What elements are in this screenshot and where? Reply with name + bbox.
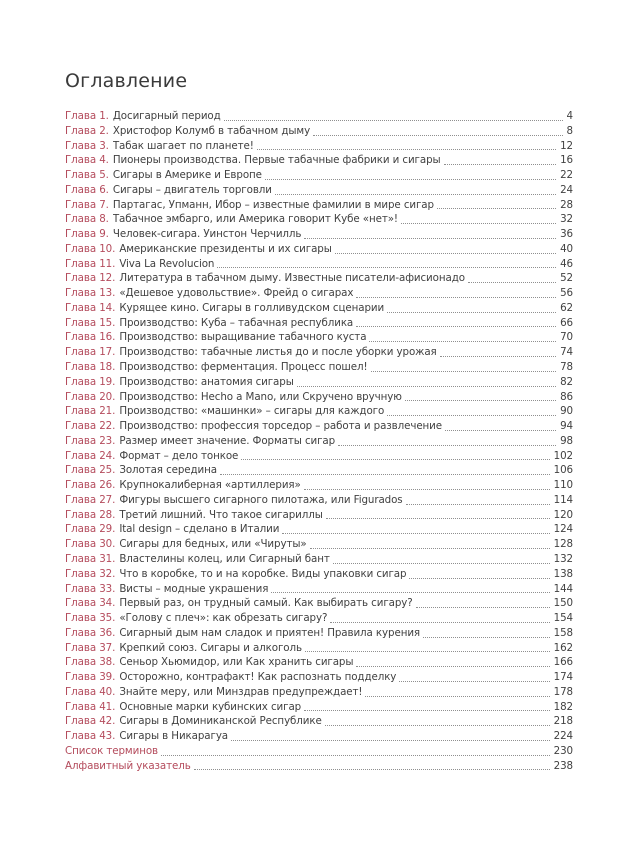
entry-title: Третий лишний. Что такое сигариллы xyxy=(119,508,323,521)
page-number: 154 xyxy=(553,612,573,625)
page-number: 124 xyxy=(553,523,573,536)
dot-leader xyxy=(282,533,549,534)
chapter-label: Глава 42. xyxy=(65,715,116,728)
page-number: 182 xyxy=(553,700,573,713)
page-number: 94 xyxy=(560,420,573,433)
chapter-label: Глава 43. xyxy=(65,730,116,743)
page-number: 70 xyxy=(560,331,573,344)
page-number: 106 xyxy=(553,464,573,477)
chapter-label: Глава 40. xyxy=(65,685,116,698)
toc-entry[interactable] xyxy=(65,641,573,656)
entry-title: Пионеры производства. Первые табачные фабрики и сигары xyxy=(112,154,441,167)
chapter-label: Глава 15. xyxy=(65,316,116,329)
chapter-label: Глава 14. xyxy=(65,301,116,314)
toc-entry[interactable] xyxy=(65,139,573,154)
toc-entry[interactable] xyxy=(65,670,573,685)
entry-title: Досигарный период xyxy=(112,110,221,122)
toc-entry[interactable] xyxy=(65,390,573,405)
toc-entry[interactable] xyxy=(65,714,573,729)
toc-entry[interactable] xyxy=(65,493,573,508)
chapter-label: Глава 24. xyxy=(65,449,116,462)
dot-leader xyxy=(445,430,556,431)
toc-entry[interactable] xyxy=(65,567,573,582)
dot-leader xyxy=(271,592,549,593)
chapter-label: Глава 7. xyxy=(65,198,109,211)
chapter-label: Глава 13. xyxy=(65,287,116,300)
entry-title: Сигары в Никарагуа xyxy=(119,730,229,743)
toc-entry[interactable] xyxy=(65,109,573,124)
dot-leader xyxy=(406,504,550,505)
toc-entry[interactable] xyxy=(65,124,573,139)
page-number: 36 xyxy=(560,228,573,241)
page-number: 46 xyxy=(560,257,573,270)
dot-leader xyxy=(265,179,556,180)
dot-leader xyxy=(330,622,549,623)
entry-title: Производство: выращивание табачного куста xyxy=(119,331,367,344)
toc-entry[interactable] xyxy=(65,508,573,523)
entry-title: Формат – дело тонкое xyxy=(119,449,239,462)
chapter-label: Глава 21. xyxy=(65,405,116,418)
chapter-label: Глава 33. xyxy=(65,582,116,595)
entry-title: Фигуры высшего сигарного пилотажа, или Figurados xyxy=(119,493,403,506)
page-number: 74 xyxy=(560,346,573,359)
entry-title: «Голову с плеч»: как обрезать сигару? xyxy=(119,612,328,625)
entry-title: Производство: ферментация. Процесс пошел! xyxy=(119,361,368,374)
chapter-label: Глава 11. xyxy=(65,257,116,270)
entry-title: Производство: Куба – табачная республика xyxy=(119,316,354,329)
dot-leader xyxy=(305,651,550,652)
page-number: 162 xyxy=(553,641,573,654)
page-number: 24 xyxy=(560,183,573,196)
toc-entry[interactable] xyxy=(65,700,573,715)
chapter-label: Глава 31. xyxy=(65,552,116,565)
dot-leader xyxy=(401,223,556,224)
dot-leader xyxy=(257,149,556,150)
dot-leader xyxy=(194,769,550,770)
page-number: 230 xyxy=(553,744,573,757)
page-number: 138 xyxy=(553,567,573,580)
dot-leader xyxy=(313,135,562,136)
dot-leader xyxy=(416,607,550,608)
page-number: 62 xyxy=(560,301,573,314)
entry-title: Алфавитный указатель xyxy=(65,759,191,772)
chapter-label: Глава 28. xyxy=(65,508,116,521)
toc-entry[interactable] xyxy=(65,404,573,419)
toc-entry[interactable] xyxy=(65,345,573,360)
dot-leader xyxy=(297,386,556,387)
dot-leader xyxy=(440,356,556,357)
toc-entry[interactable] xyxy=(65,183,573,198)
chapter-label: Глава 9. xyxy=(65,228,109,241)
dot-leader xyxy=(405,400,556,401)
chapter-label: Глава 41. xyxy=(65,700,116,713)
page-number: 166 xyxy=(553,656,573,669)
page-number: 28 xyxy=(560,198,573,211)
entry-title: Производство: Hecho a Mano, или Скручено вручную xyxy=(119,390,402,403)
entry-title: Производство: «машинки» – сигары для каждого xyxy=(119,405,385,418)
toc-entry[interactable] xyxy=(65,212,573,227)
page-number: 40 xyxy=(560,242,573,255)
entry-title: Крепкий союз. Сигары и алкоголь xyxy=(119,641,302,654)
entry-title: Американские президенты и их сигары xyxy=(119,242,332,255)
toc-entry[interactable] xyxy=(65,611,573,626)
entry-title: Сеньор Хьюмидор, или Как хранить сигары xyxy=(119,656,354,669)
dot-leader xyxy=(220,474,550,475)
toc-entry[interactable] xyxy=(65,552,573,567)
toc-entry[interactable] xyxy=(65,655,573,670)
page-number: 110 xyxy=(553,479,573,492)
dot-leader xyxy=(369,341,556,342)
toc-entry[interactable] xyxy=(65,168,573,183)
dot-leader xyxy=(326,518,550,519)
page-number: 132 xyxy=(553,552,573,565)
chapter-label: Глава 2. xyxy=(65,124,109,137)
dot-leader xyxy=(423,637,550,638)
toc-entry[interactable] xyxy=(65,478,573,493)
page-title: Оглавление xyxy=(65,70,188,92)
entry-title: Сигары в Доминиканской Республике xyxy=(119,715,322,728)
dot-leader xyxy=(444,164,557,165)
dot-leader xyxy=(161,755,550,756)
chapter-label: Глава 20. xyxy=(65,390,116,403)
entry-title: Ital design – сделано в Италии xyxy=(119,523,280,536)
page-number: 218 xyxy=(553,715,573,728)
chapter-label: Глава 35. xyxy=(65,612,116,625)
dot-leader xyxy=(304,710,550,711)
dot-leader xyxy=(356,666,549,667)
dot-leader xyxy=(224,120,563,121)
toc-entry[interactable] xyxy=(65,286,573,301)
page-number: 16 xyxy=(560,154,573,167)
page-number: 150 xyxy=(553,597,573,610)
page-number: 86 xyxy=(560,390,573,403)
entry-title: Курящее кино. Сигары в голливудском сценарии xyxy=(119,301,385,314)
entry-title: Литература в табачном дыму. Известные писатели-афисионадо xyxy=(119,272,465,285)
dot-leader xyxy=(356,326,556,327)
toc-entry[interactable] xyxy=(65,360,573,375)
chapter-label: Глава 10. xyxy=(65,242,116,255)
dot-leader xyxy=(231,740,550,741)
dot-leader xyxy=(217,267,556,268)
page-number: 90 xyxy=(560,405,573,418)
toc-entry[interactable] xyxy=(65,316,573,331)
page-number: 98 xyxy=(560,434,573,447)
chapter-label: Глава 16. xyxy=(65,331,116,344)
page-number: 238 xyxy=(553,759,573,772)
entry-title: Сигары для бедных, или «Чируты» xyxy=(119,538,307,551)
toc-entry[interactable] xyxy=(65,729,573,744)
page-number: 102 xyxy=(553,449,573,462)
entry-title: Первый раз, он трудный самый. Как выбирать сигару? xyxy=(119,597,413,610)
page-number: 158 xyxy=(553,626,573,639)
entry-title: Человек-сигара. Уинстон Черчилль xyxy=(112,228,302,241)
toc-entry[interactable] xyxy=(65,153,573,168)
page-number: 12 xyxy=(560,139,573,152)
page-number: 174 xyxy=(553,671,573,684)
page-number: 144 xyxy=(553,582,573,595)
entry-title: Производство: табачные листья до и после уборки урожая xyxy=(119,346,437,359)
chapter-label: Глава 18. xyxy=(65,361,116,374)
entry-title: Осторожно, контрафакт! Как распознать подделку xyxy=(119,671,397,684)
chapter-label: Глава 29. xyxy=(65,523,116,536)
chapter-label: Глава 26. xyxy=(65,479,116,492)
entry-title: Знайте меру, или Минздрав предупреждает! xyxy=(119,685,363,698)
entry-title: Что в коробке, то и на коробке. Виды упаковки сигар xyxy=(119,567,407,580)
entry-title: Размер имеет значение. Форматы сигар xyxy=(119,434,336,447)
toc-entry[interactable] xyxy=(65,330,573,345)
chapter-label: Глава 38. xyxy=(65,656,116,669)
chapter-label: Глава 12. xyxy=(65,272,116,285)
chapter-label: Глава 36. xyxy=(65,626,116,639)
dot-leader xyxy=(304,238,556,239)
dot-leader xyxy=(387,415,556,416)
dot-leader xyxy=(335,253,556,254)
page-number: 32 xyxy=(560,213,573,226)
chapter-label: Глава 4. xyxy=(65,154,109,167)
chapter-label: Глава 5. xyxy=(65,169,109,182)
page-number: 78 xyxy=(560,361,573,374)
dot-leader xyxy=(275,194,556,195)
dot-leader xyxy=(437,208,556,209)
page-number: 224 xyxy=(553,730,573,743)
chapter-label: Глава 6. xyxy=(65,183,109,196)
entry-title: Сигары – двигатель торговли xyxy=(112,183,272,196)
chapter-label: Глава 1. xyxy=(65,110,109,122)
chapter-label: Глава 27. xyxy=(65,493,116,506)
toc-entry[interactable] xyxy=(65,242,573,257)
toc-entry[interactable] xyxy=(65,419,573,434)
toc-entry[interactable] xyxy=(65,537,573,552)
toc-entry[interactable] xyxy=(65,596,573,611)
chapter-label: Глава 22. xyxy=(65,420,116,433)
entry-title: Viva La Revolucion xyxy=(119,257,215,270)
entry-title: Список терминов xyxy=(65,744,158,757)
entry-title: Основные марки кубинских сигар xyxy=(119,700,302,713)
chapter-label: Глава 37. xyxy=(65,641,116,654)
page-number: 114 xyxy=(553,493,573,506)
entry-title: Табак шагает по планете! xyxy=(112,139,254,152)
chapter-label: Глава 19. xyxy=(65,375,116,388)
toc-entry[interactable] xyxy=(65,626,573,641)
entry-title: Производство: профессия торседор – работа и развлечение xyxy=(119,420,443,433)
dot-leader xyxy=(325,725,550,726)
entry-title: Сигары в Америке и Европе xyxy=(112,169,262,182)
chapter-label: Глава 3. xyxy=(65,139,109,152)
entry-title: Крупнокалиберная «артиллерия» xyxy=(119,479,301,492)
page-number: 8 xyxy=(566,124,573,137)
toc-entry[interactable] xyxy=(65,463,573,478)
toc-entry[interactable] xyxy=(65,759,573,774)
dot-leader xyxy=(333,563,550,564)
entry-title: Висты – модные украшения xyxy=(119,582,269,595)
chapter-label: Глава 8. xyxy=(65,213,109,226)
chapter-label: Глава 25. xyxy=(65,464,116,477)
page-number: 128 xyxy=(553,538,573,551)
page-number: 66 xyxy=(560,316,573,329)
toc-entry[interactable] xyxy=(65,744,573,759)
page-number: 4 xyxy=(566,110,573,122)
chapter-label: Глава 39. xyxy=(65,671,116,684)
chapter-label: Глава 30. xyxy=(65,538,116,551)
toc-entry[interactable] xyxy=(65,434,573,449)
page-number: 178 xyxy=(553,685,573,698)
dot-leader xyxy=(241,459,549,460)
page-number: 52 xyxy=(560,272,573,285)
dot-leader xyxy=(371,371,557,372)
entry-title: Партагас, Упманн, Ибор – известные фамилии в мире сигар xyxy=(112,198,434,211)
toc-list xyxy=(65,109,573,773)
entry-title: Властелины колец, или Сигарный бант xyxy=(119,552,330,565)
toc-entry[interactable] xyxy=(65,271,573,286)
chapter-label: Глава 17. xyxy=(65,346,116,359)
page-number: 56 xyxy=(560,287,573,300)
entry-title: Сигарный дым нам сладок и приятен! Правила курения xyxy=(119,626,421,639)
entry-title: Табачное эмбарго, или Америка говорит Кубе «нет»! xyxy=(112,213,398,226)
dot-leader xyxy=(399,681,549,682)
toc-entry[interactable] xyxy=(65,198,573,213)
toc-entry[interactable] xyxy=(65,375,573,390)
dot-leader xyxy=(356,297,556,298)
toc-entry[interactable] xyxy=(65,522,573,537)
dot-leader xyxy=(310,548,550,549)
entry-title: Производство: анатомия сигары xyxy=(119,375,294,388)
entry-title: Золотая середина xyxy=(119,464,217,477)
toc-entry[interactable] xyxy=(65,301,573,316)
toc-entry[interactable] xyxy=(65,685,573,700)
page-number: 120 xyxy=(553,508,573,521)
dot-leader xyxy=(365,696,549,697)
entry-title: Христофор Колумб в табачном дыму xyxy=(112,124,311,137)
toc-entry[interactable] xyxy=(65,257,573,272)
dot-leader xyxy=(304,489,550,490)
page-number: 82 xyxy=(560,375,573,388)
toc-entry[interactable] xyxy=(65,449,573,464)
entry-title: «Дешевое удовольствие». Фрейд о сигарах xyxy=(119,287,354,300)
chapter-label: Глава 34. xyxy=(65,597,116,610)
dot-leader xyxy=(387,312,556,313)
dot-leader xyxy=(409,578,549,579)
chapter-label: Глава 23. xyxy=(65,434,116,447)
dot-leader xyxy=(338,445,556,446)
toc-entry[interactable] xyxy=(65,582,573,597)
chapter-label: Глава 32. xyxy=(65,567,116,580)
toc-entry[interactable] xyxy=(65,227,573,242)
page-number: 22 xyxy=(560,169,573,182)
dot-leader xyxy=(468,282,556,283)
